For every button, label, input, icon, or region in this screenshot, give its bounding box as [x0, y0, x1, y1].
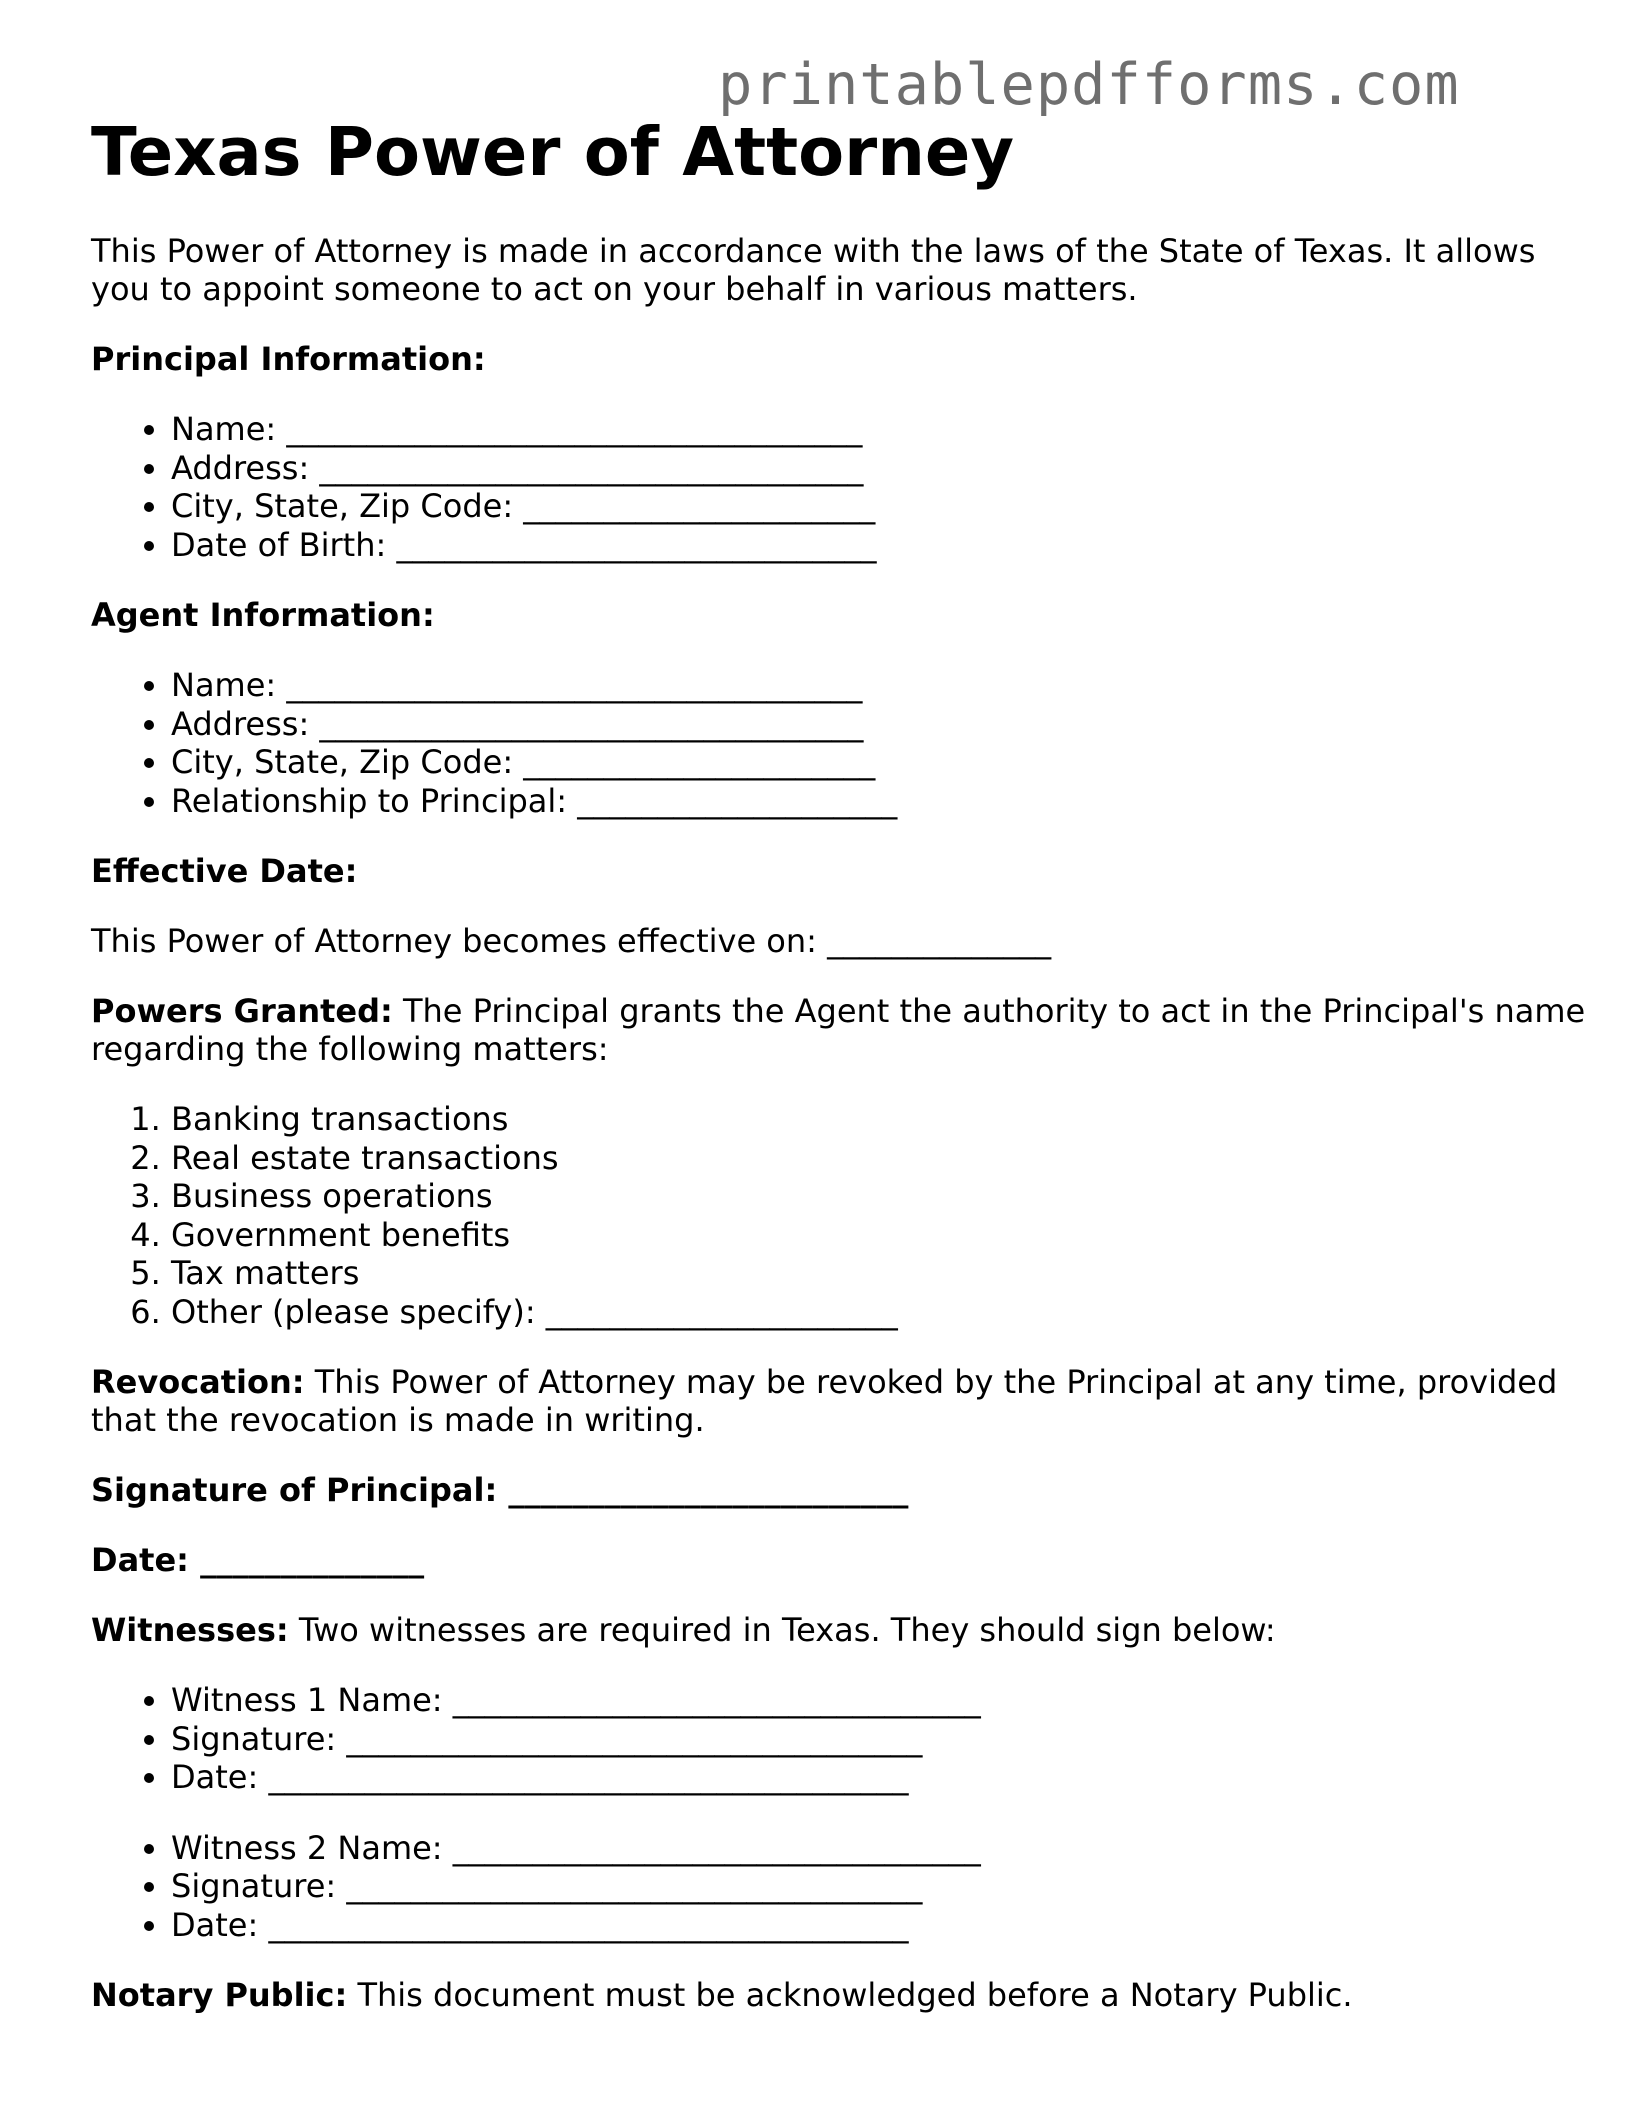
- powers-label: Powers Granted:: [91, 992, 393, 1031]
- signature-blank: _________________________: [497, 1471, 909, 1510]
- power-item-business: 3. Business operations: [171, 1177, 1591, 1216]
- notary-text: This document must be acknowledged before a Notary Public.: [347, 1976, 1353, 2015]
- revocation-label: Revocation:: [91, 1363, 305, 1402]
- date-line: [91, 1541, 1591, 1579]
- powers-list: [91, 1100, 1591, 1331]
- notary-paragraph: [91, 1976, 1591, 2014]
- witnesses-label: Witnesses:: [91, 1611, 289, 1650]
- effective-date-heading: Effective Date:: [91, 852, 358, 891]
- witness-2-fields: [91, 1829, 1591, 1945]
- watermark: printablepdfforms.com: [718, 52, 1460, 118]
- principal-city-state-zip-field: • City, State, Zip Code: ______________________: [171, 487, 1591, 526]
- principal-heading: Principal Information:: [91, 340, 486, 379]
- agent-address-field: • Address: __________________________________: [171, 705, 1591, 744]
- witness-1-fields: [91, 1681, 1591, 1797]
- document-title: Texas Power of Attorney: [91, 113, 1015, 191]
- power-item-banking: 1. Banking transactions: [171, 1100, 1591, 1139]
- revocation-text: This Power of Attorney may be revoked by the Principal at any time, provided that the revocation is made in writing.: [91, 1363, 1558, 1440]
- powers-paragraph: [91, 992, 1591, 1068]
- signature-line: [91, 1471, 1591, 1509]
- agent-relationship-field: • Relationship to Principal: ____________________: [171, 782, 1591, 821]
- witness-1-signature-field: • Signature: ____________________________________: [171, 1720, 1591, 1759]
- intro-paragraph: This Power of Attorney is made in accordance with the laws of the State of Texas. It allows you to appoint someone to act on your behalf in various matters.: [91, 232, 1536, 309]
- witnesses-paragraph: [91, 1611, 1591, 1649]
- witness-2-signature-field: • Signature: ____________________________________: [171, 1867, 1591, 1906]
- document-page: [91, 112, 1591, 2046]
- witness-2-date-field: • Date: ________________________________________: [171, 1906, 1591, 1945]
- agent-fields: [91, 666, 1591, 820]
- witness-2-name-field: • Witness 2 Name: _________________________________: [171, 1829, 1591, 1868]
- power-item-tax: 5. Tax matters: [171, 1254, 1591, 1293]
- effective-date-text: This Power of Attorney becomes effective on: ______________: [91, 922, 1052, 961]
- revocation-paragraph: [91, 1363, 1591, 1439]
- principal-fields: [91, 410, 1591, 564]
- agent-city-state-zip-field: • City, State, Zip Code: ______________________: [171, 743, 1591, 782]
- principal-name-field: • Name: ____________________________________: [171, 410, 1591, 449]
- notary-label: Notary Public:: [91, 1976, 348, 2015]
- principal-dob-field: • Date of Birth: ______________________________: [171, 526, 1591, 565]
- power-item-government: 4. Government benefits: [171, 1216, 1591, 1255]
- powers-text: The Principal grants the Agent the authority to act in the Principal's name regarding the following matters:: [91, 992, 1586, 1069]
- witnesses-text: Two witnesses are required in Texas. They should sign below:: [288, 1611, 1276, 1650]
- power-item-real-estate: 2. Real estate transactions: [171, 1139, 1591, 1178]
- witness-1-date-field: • Date: ________________________________________: [171, 1758, 1591, 1797]
- signature-label: Signature of Principal:: [91, 1471, 498, 1510]
- agent-name-field: • Name: ____________________________________: [171, 666, 1591, 705]
- date-label: Date:: [91, 1541, 189, 1580]
- date-blank: ______________: [188, 1541, 425, 1580]
- principal-address-field: • Address: __________________________________: [171, 449, 1591, 488]
- witness-1-name-field: • Witness 1 Name: _________________________________: [171, 1681, 1591, 1720]
- power-item-other: 6. Other (please specify): ______________________: [171, 1293, 1591, 1332]
- agent-heading: Agent Information:: [91, 596, 435, 635]
